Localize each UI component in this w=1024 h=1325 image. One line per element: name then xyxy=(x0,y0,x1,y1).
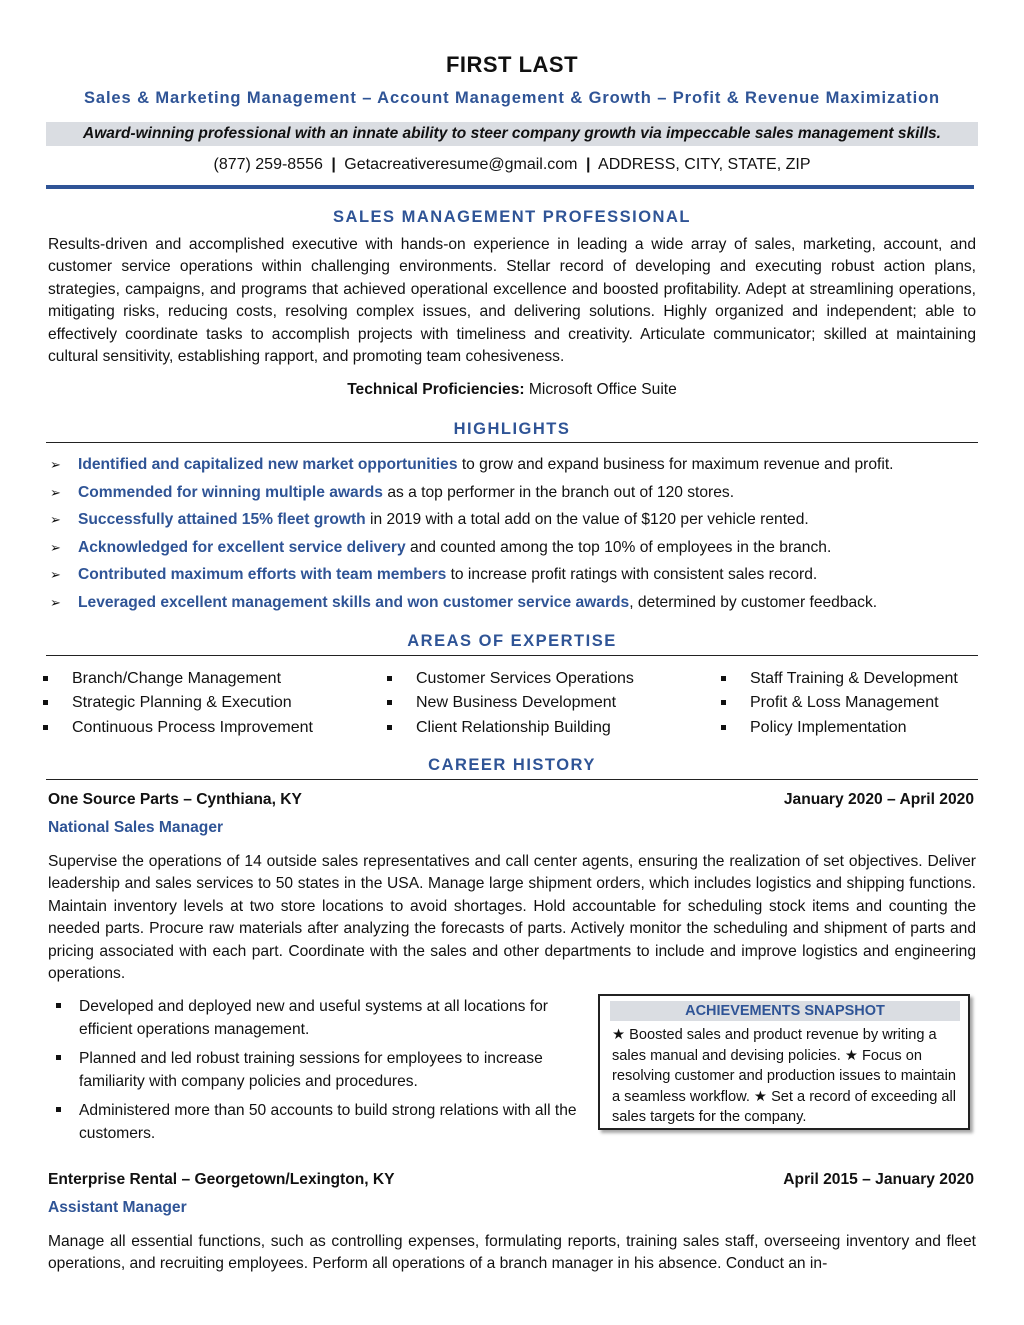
mailing-address: ADDRESS, CITY, STATE, ZIP xyxy=(598,156,811,173)
list-item: Planned and led robust training sessions for employees to increase familiarity with company policies and procedures. xyxy=(48,1048,583,1093)
square-bullet-icon xyxy=(56,1107,61,1112)
job-title: Assistant Manager xyxy=(48,1199,187,1216)
section-divider xyxy=(46,442,978,443)
contact-separator: | xyxy=(585,156,591,173)
square-bullet-icon xyxy=(43,725,48,730)
job-description: Manage all essential functions, such as controlling expenses, formulating reports, training sales staff, overseeing inventory and fleet operations, and recruiting employees. Perform all operations of a branch manager in his absence. Conduct an in- xyxy=(48,1233,976,1273)
square-bullet-icon xyxy=(56,1003,61,1008)
square-bullet-icon xyxy=(43,700,48,705)
job-company: Enterprise Rental – Georgetown/Lexington, KY xyxy=(48,1171,395,1188)
profile-summary: Results-driven and accomplished executive with hands-on experience in leading a wide array of sales, marketing, account, and customer service operations within challenging environments. Stellar record of developing and executing robust action plans, strategies, campaigns, and programs that achieved operational excellence and boosted profitability. Adept at streamlining operations, mitigating risks, reducing costs, resolving complex issues, and delivering solutions. Highly organized and independent; able to effectively coordinate tasks to accomplish projects with timeliness and creativity. Articulate communicator; skilled at maintaining cultural sensitivity, establishing rapport, and promoting team cohesiveness. xyxy=(48,236,976,366)
contact-line xyxy=(0,156,1024,174)
list-item: Strategic Planning & Execution xyxy=(40,691,313,715)
square-bullet-icon xyxy=(43,676,48,681)
expertise-column xyxy=(384,667,634,740)
list-item: New Business Development xyxy=(384,691,634,715)
tech-label: Technical Proficiencies: xyxy=(347,381,525,398)
section-divider xyxy=(46,655,978,656)
candidate-name: FIRST LAST xyxy=(445,52,579,77)
arrow-bullet-icon: ➢ xyxy=(50,539,61,555)
list-item: ➢ Commended for winning multiple awards as a top performer in the branch out of 120 stores. xyxy=(48,481,978,509)
achievements-snapshot-box xyxy=(598,994,970,1130)
tagline-banner: Award-winning professional with an innate ability to steer company growth via impeccable sales management skills. xyxy=(46,122,978,146)
square-bullet-icon xyxy=(387,725,392,730)
list-item: Branch/Change Management xyxy=(40,667,313,691)
job-dates: April 2015 – January 2020 xyxy=(783,1171,974,1188)
list-item: ➢ Acknowledged for excellent service delivery and counted among the top 10% of employees in the branch. xyxy=(48,536,978,564)
arrow-bullet-icon: ➢ xyxy=(50,484,61,500)
highlights-heading: HIGHLIGHTS xyxy=(453,420,571,438)
section-divider xyxy=(46,779,978,780)
job-bullets xyxy=(48,996,583,1152)
square-bullet-icon xyxy=(721,725,726,730)
square-bullet-icon xyxy=(721,700,726,705)
job-company: One Source Parts – Cynthiana, KY xyxy=(48,791,302,808)
square-bullet-icon xyxy=(56,1055,61,1060)
technical-proficiencies xyxy=(0,381,1024,399)
highlights-list xyxy=(48,453,978,619)
snapshot-heading: ACHIEVEMENTS SNAPSHOT xyxy=(610,1001,960,1021)
square-bullet-icon xyxy=(387,700,392,705)
job-title: National Sales Manager xyxy=(48,819,224,836)
expertise-column xyxy=(40,667,313,740)
list-item: Developed and deployed new and useful systems at all locations for efficient operations management. xyxy=(48,996,583,1041)
arrow-bullet-icon: ➢ xyxy=(50,594,61,610)
job-header xyxy=(48,1171,974,1189)
tech-value: Microsoft Office Suite xyxy=(528,381,677,398)
list-item: Policy Implementation xyxy=(718,716,958,740)
headline-subtitle: Sales & Marketing Management – Account Management & Growth – Profit & Revenue Maximization xyxy=(83,89,941,107)
list-item: Continuous Process Improvement xyxy=(40,716,313,740)
list-item: Administered more than 50 accounts to build strong relations with all the customers. xyxy=(48,1100,583,1145)
arrow-bullet-icon: ➢ xyxy=(50,457,61,472)
list-item: ➢ Contributed maximum efforts with team members to increase profit ratings with consistent sales record. xyxy=(48,563,978,591)
phone-number: (877) 259-8556 xyxy=(213,156,323,173)
list-item: Customer Services Operations xyxy=(384,667,634,691)
job-dates: January 2020 – April 2020 xyxy=(783,791,974,808)
contact-separator: | xyxy=(331,156,336,173)
list-item: Staff Training & Development xyxy=(718,667,958,691)
expertise-heading: AREAS OF EXPERTISE xyxy=(407,632,617,650)
profile-heading: SALES MANAGEMENT PROFESSIONAL xyxy=(333,208,691,226)
list-item: ➢ Identified and capitalized new market opportunities to grow and expand business for maximum revenue and profit. xyxy=(48,453,978,481)
job-header xyxy=(48,791,974,809)
list-item: ➢ Successfully attained 15% fleet growth in 2019 with a total add on the value of $120 per vehicle rented. xyxy=(48,508,978,536)
snapshot-text: ★ Boosted sales and product revenue by writing a sales manual and devising policies. ★ Focus on resolving customer and production issues to maintain a seamless workflow. ★ Set a record of exceeding all sales targets for the company. xyxy=(612,1027,957,1126)
career-heading: CAREER HISTORY xyxy=(428,756,596,774)
square-bullet-icon xyxy=(387,676,392,681)
arrow-bullet-icon: ➢ xyxy=(50,512,61,528)
expertise-column xyxy=(718,667,958,740)
header-divider xyxy=(46,185,974,189)
arrow-bullet-icon: ➢ xyxy=(50,567,61,583)
list-item: ➢ Leveraged excellent management skills and won customer service awards, determined by customer feedback. xyxy=(48,591,978,619)
list-item: Profit & Loss Management xyxy=(718,691,958,715)
square-bullet-icon xyxy=(721,676,726,681)
email-address: Getacreativeresume@gmail.com xyxy=(344,156,578,173)
list-item: Client Relationship Building xyxy=(384,716,634,740)
job-description: Supervise the operations of 14 outside sales representatives and call center agents, ensuring the realization of set objectives. Deliver leadership and sales services to 50 states in the USA. Manage large shipment orders, which includes logistics and shipping functions. Maintain inventory levels at two store locations to avoid shortages. Hold accountable for scheduling stock items and counting the needed parts. Procure raw materials after analyzing the forecasts of parts. Actively monitor the scheduling and shipment of parts and pricing associated with each part. Coordinate with the sales and other departments to include and improve logistics and engineering operations. xyxy=(48,853,976,983)
